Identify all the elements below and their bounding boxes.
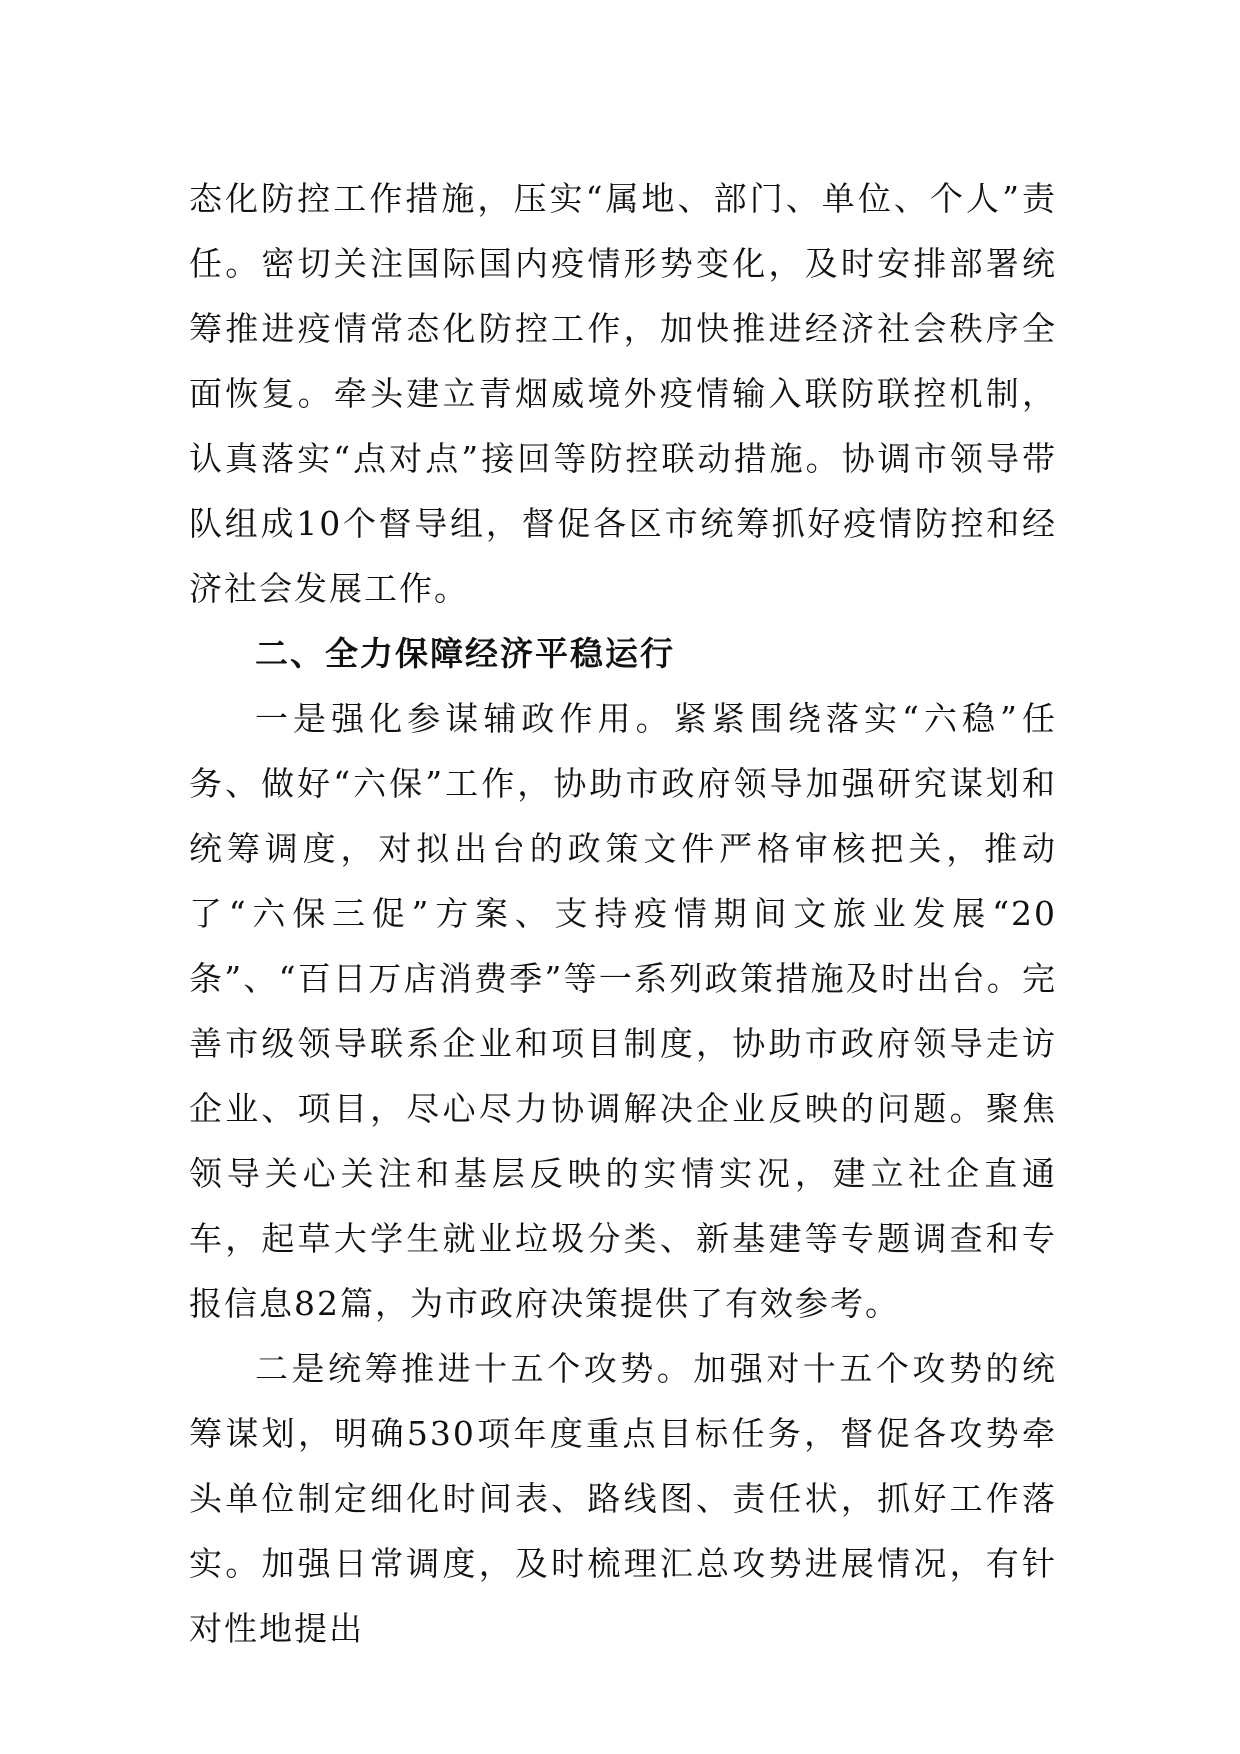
body-paragraph: 态化防控工作措施，压实“属地、部门、单位、个人”责任。密切关注国际国内疫情形势变化，及时安排部署统筹推进疫情常态化防控工作，加快推进经济社会秩序全面恢复。牵头建立青烟威境外疫情输入联防联控机制，认真落实“点对点”接回等防控联动措施。协调市领导带队组成10个督导组，督促各区市统筹抓好疫情防控和经济社会发展工作。 [189, 179, 1057, 608]
section-heading: 二、全力保障经济平稳运行 [255, 634, 675, 673]
body-paragraph: 一是强化参谋辅政作用。紧紧围绕落实“六稳”任务、做好“六保”工作，协助市政府领导加强研究谋划和统筹调度，对拟出台的政策文件严格审核把关，推动了“六保三促”方案、支持疫情期间文旅业发展“20条”、“百日万店消费季”等一系列政策措施及时出台。完善市级领导联系企业和项目制度，协助市政府领导走访企业、项目，尽心尽力协调解决企业反映的问题。聚焦领导关心关注和基层反映的实情实况，建立社企直通车，起草大学生就业垃圾分类、新基建等专题调查和专报信息82篇，为市政府决策提供了有效参考。 [189, 699, 1057, 1323]
document-body [189, 166, 1057, 1661]
body-paragraph: 二是统筹推进十五个攻势。加强对十五个攻势的统筹谋划，明确530项年度重点目标任务，督促各攻势牵头单位制定细化时间表、路线图、责任状，抓好工作落实。加强日常调度，及时梳理汇总攻势进展情况，有针对性地提出 [189, 1349, 1057, 1648]
